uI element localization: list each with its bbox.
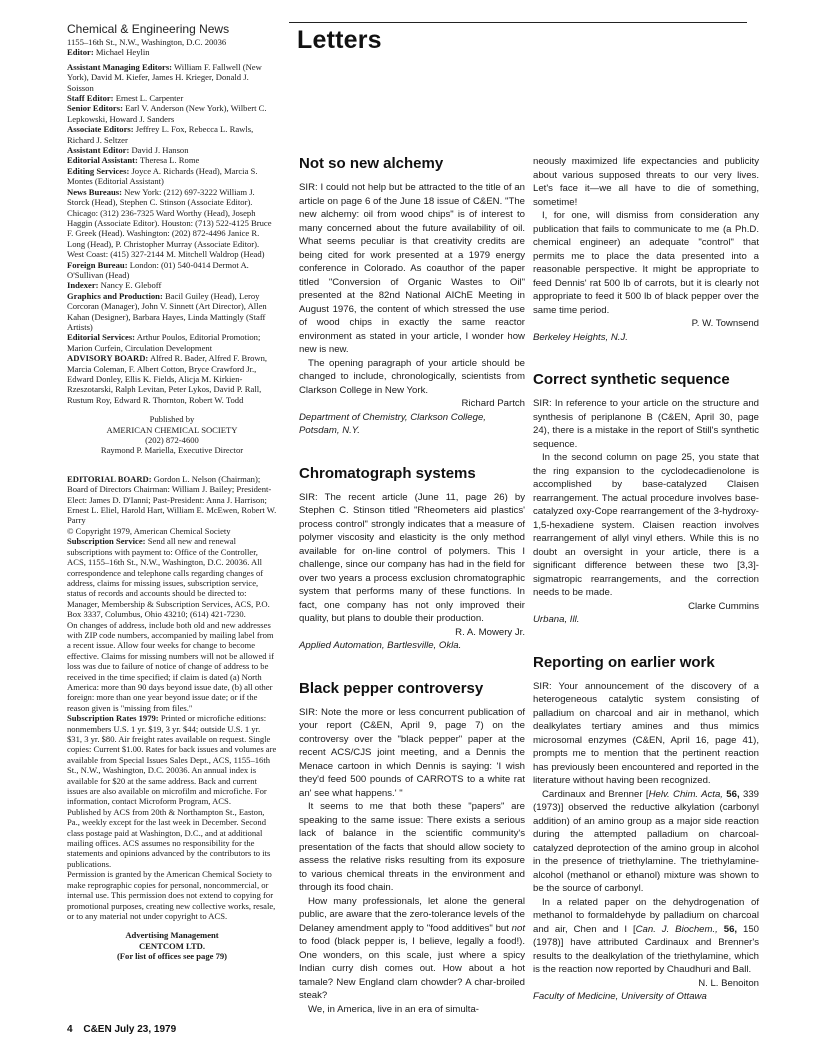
centcom: CENTCOM LTD. xyxy=(138,940,206,951)
staff-entry: Graphics and Production: Bacil Guiley (Head), Leroy Corcoran (Manager), John V. Sinnett (Art Director), Allen Kahan (Designer), Barbara Hayes, Linda Mattingly (Staff Artists) xyxy=(67,290,267,332)
masthead xyxy=(67,22,277,962)
staff-entry: Editing Services: Joyce A. Richards (Head), Marcia S. Montes (Editorial Assistant) xyxy=(67,165,258,187)
letter-signature: R. A. Mowery Jr. xyxy=(455,626,525,638)
letter-paragraph: In the second column on page 25, you state that the ring expansion to the cyclodecadienolone is accomplished by base-catalyzed Claisen rearrangement. The actual procedure involves base-catalyzed oxy-Cope rearrangement of the 3-hydroxy-1,5-hexadiene system. Claisen reaction involves rearrangement of allyl vinyl ethers. While this is no doubt an oversight in your article, there is a significant difference between these two [3,3]-sigmatropic rearrangements, and the correction needs to be made. xyxy=(533,452,759,598)
letter-affiliation: Applied Automation, Bartlesville, Okla. xyxy=(299,640,462,651)
letter-paragraph: SIR: In reference to your article on the structure and synthesis of periplanone B (C&EN, April 30, page 24), there is a mistake in the report of Still's synthetic sequence. xyxy=(533,398,759,450)
letter-affiliation: Urbana, Ill. xyxy=(533,614,580,625)
letter-paragraph: The opening paragraph of your article should be changed to include, chronologically, scientists from Clarkson College in New York. xyxy=(299,357,525,396)
letter-paragraph: SIR: Note the more or less concurrent publication of your report (C&EN, April 9, page 7) on the controversy over the "black pepper" paper at the recent ACS/CJS joint meeting, and a Dennis the Menace cartoon in which Dennis is saying: 'I wish they'd feed 500 pounds of CARROTS to a white rat an' see what happens.' " xyxy=(299,706,525,799)
staff-entry: Editorial Assistant: Theresa L. Rome xyxy=(67,155,200,166)
letter-affiliation: Faculty of Medicine, University of Ottawa xyxy=(533,991,707,1002)
letter-paragraph: Cardinaux and Brenner [Helv. Chim. Acta, 56, 339 (1973)] observed the reductive alkylation (carbonyl addition) of an amino group as a major side reaction during the attempted palladium on charcoal-catalyzed deprotection of the amino group in alcohol in the presence of triethylamine. The triethylamine-alcohol (methanol or ethanol) mixture was shown to be the source of carbonyl. xyxy=(533,788,759,894)
letter-paragraph: It seems to me that both these "papers" are speaking to the same issue: There exists a serious lack of balance in the scientific community's presentation of the facts that should allow society to assess the relative risks resulting from its exposure to various chemical threats in the environment and through its food chain. xyxy=(299,801,525,893)
issue-line: C&EN July 23, 1979 xyxy=(83,1024,177,1035)
letter-paragraph: SIR: Your announcement of the discovery of a heterogeneous catalytic system consisting of palladium on charcoal and air in methanol, which dealkylates tertiary amines and thus mimics microsomal enzymes (C&EN, April 16, page 41), prompts me to mention that the pertinent reaction has previously been encountered and reported in the literature without having been recognized. xyxy=(533,680,759,786)
letter-title: Black pepper controversy xyxy=(299,679,484,697)
publication-address: 1155–16th St., N.W., Washington, D.C. 20036 xyxy=(67,37,227,47)
staff-entry: Foreign Bureau: London: (01) 540-0414 Dermot A. O'Sullivan (Head) xyxy=(67,259,249,280)
letter-paragraph: We, in America, live in an era of simulta- xyxy=(308,1003,479,1015)
permission-notice: Permission is granted by the American Chemical Society to make reprographic copies for personal, noncommercial, or internal use. This permission does not extend to copying for promotional purposes, creating new collective works, resale, or to any material not under copyright to ACS. xyxy=(67,869,276,921)
staff-entry: Indexer: Nancy E. Gleboff xyxy=(67,280,162,291)
letter-title: Correct synthetic sequence xyxy=(533,371,730,388)
subscription-service: Subscription Service: Send all new and renewal subscriptions with payment to: Office of the Controller, ACS, 1155–16th St., N.W., Washington, D.C. 20036. All correspondence and telephone calls regarding changes of address, claims for missing issues, subscription service, status of records and accounts should be directed to: Manager, Membership & Subscription Services, ACS, P.O. Box 3337, Columbus, Ohio 43210; (614) 421-7230. xyxy=(67,536,270,620)
page-footer xyxy=(67,1024,176,1035)
header-rule xyxy=(289,22,747,23)
offices-note: (For list of offices see page 79) xyxy=(116,951,228,962)
letters-column-2 xyxy=(533,155,759,1004)
published-by: Published by xyxy=(149,414,195,425)
executive-director: Raymond P. Mariella, Executive Director xyxy=(100,445,244,456)
letter-signature: P. W. Townsend xyxy=(691,318,759,329)
letter-paragraph: neously maximized life expectancies and publicity about various supposed threats to our very lives. Let's face it—we all have to die of something, sometime! xyxy=(533,156,759,208)
staff-entry: Assistant Editor: David J. Hanson xyxy=(67,145,189,156)
letter-affiliation: Department of Chemistry, Clarkson College, Potsdam, N.Y. xyxy=(299,411,486,436)
letter-paragraph: In a related paper on the dehydrogenation of methanol to formaldehyde by palladium on charcoal and air, Chen and I [Can. J. Biochem., 56, 150 (1978)] have attributed Cardinaux and Brenner's results to the dealkylation of the triethylamine, which is the reaction now reported by Chaudhuri and Ball. xyxy=(533,896,759,975)
staff-entry: Staff Editor: Ernest L. Carpenter xyxy=(67,93,184,104)
letters-column-1 xyxy=(299,155,525,1016)
letter-affiliation: Berkeley Heights, N.J. xyxy=(533,331,628,343)
letter-title: Not so new alchemy xyxy=(299,155,444,172)
letter-signature: Clarke Cummins xyxy=(688,600,759,612)
change-of-address: On changes of address, include both old and new addresses with ZIP code numbers, accompanied by mailing label from a recent issue. Allow four weeks for change to become effective. Claims for missing numbers will not be allowed if loss was due to failure of notice of change of address to be received in the time specified; if claim is dated (a) North America: more than 90 days beyond issue date, (b) all other foreign: more than one year beyond issue date; or if the reason given is "missing from files." xyxy=(67,619,275,713)
letter-paragraph: SIR: I could not help but be attracted to the title of an article on page 6 of the June 18 issue of C&EN. "The new alchemy: oil from wood chips" is of interest to many concerned about the future availability of oil. What seems peculiar is that creativity credits are being cited for work presented at a 1979 energy conference in Colorado. As coauthor of the paper titled "Conversion of Organic Wastes to Oil" presented at the 82nd National AIChE Meeting in August 1976, the content of which stressed the use of wood chips in exactly the same reactor environment as stated in your article, I wonder how new is new. xyxy=(299,182,525,355)
staff-entry: Associate Editors: Jeffrey L. Fox, Rebecca L. Rawls, Richard J. Seltzer xyxy=(67,124,254,145)
copyright: © Copyright 1979, American Chemical Society xyxy=(67,525,231,536)
advisory-board: ADVISORY BOARD: Alfred R. Bader, Alfred F. Brown, Marcia Coleman, F. Albert Cotton, Bryce Crawford Jr., Edward Donley, Ellis K. Fields, Alicja M. Kirkien-Rzeszotarski, Ralph Levitan, Peter Lykos, David P. Rall, Rustum Roy, Edward R. Thornton, Robert W. Todd xyxy=(67,353,268,405)
subscription-rates: Subscription Rates 1979: Printed or microfiche editions: nonmembers U.S. 1 yr. $19, 3 yr. $44; outside U.S. 1 yr. $31, 3 yr. $80. Air freight rates available on request. Single copies: Current $1.00. Rates for back issues and volumes are available from Special Issues Sales Dept., ACS, 1155–16th St., N.W., Washington, D.C. 20036. An annual index is available for $20 at the same address. Back and current issues are also available on microfilm and microfiche. For information, contact Microform Program, ACS. xyxy=(67,713,277,807)
staff-entry: Editorial Services: Arthur Poulos, Editorial Promotion; Marion Curfein, Circulation Development xyxy=(67,332,261,353)
letter-title: Reporting on earlier work xyxy=(533,653,715,671)
society-phone: (202) 872-4600 xyxy=(145,435,199,446)
letter-signature: Richard Partch xyxy=(461,398,525,409)
letter-paragraph: I, for one, will dismiss from consideration any publication that fails to communicate to me (a Ph.D. chemical engineer) an adequate "control" that permits me to place the data presented into a reasonable perspective. It might be appropriate to feed Dennis' rat 500 lb of carrots, but it is clearly not appropriate to feed it 500 lb of black pepper over the same time period. xyxy=(533,210,759,316)
editor-entry: Editor: Michael Heylin xyxy=(67,47,150,58)
staff-entry: Senior Editors: Earl V. Anderson (New York), Wilbert C. Lepkowski, Howard J. Sanders xyxy=(67,103,267,124)
publication-info: Published by ACS from 20th & Northampton St., Easton, Pa., weekly except for the last week in December. Second class postage paid at Washington, D.C., and at additional mailing offices. ACS assumes no responsibility for the statements and opinions advanced by the contributors to its publications. xyxy=(67,806,271,869)
section-title: Letters xyxy=(297,26,382,54)
staff-entry: Assistant Managing Editors: William F. Fallwell (New York), David M. Kiefer, James H. Krieger, Donald J. Soisson xyxy=(67,61,262,93)
letter-title: Chromatograph systems xyxy=(299,464,476,482)
page-number: 4 xyxy=(67,1024,73,1035)
letter-paragraph: How many professionals, let alone the general public, are aware that the zero-tolerance levels of the Delaney amendment apply to "food additives" but not to food (black pepper is, I believe, legally a food!). One wonders, on this scale, just where a spicy Indian curry dish comes out. How about a hot tamale? New England clam chowder? A char-broiled steak? xyxy=(299,895,525,1001)
society-name: AMERICAN CHEMICAL SOCIETY xyxy=(106,424,238,435)
letter-paragraph: SIR: The recent article (June 11, page 26) by Stephen C. Stinson titled "Rheometers aid plastics' process control" strongly indicates that a measure of polymer viscosity and elasticity is the only method available for on-line control of polymers. This I challenge, since our company has had in the field for over two years a process exclusion chromatographic system that performs many of these functions. In fact, one company has not only improved their quality, but plans to double their production. xyxy=(299,491,525,624)
publication-name: Chemical & Engineering News xyxy=(67,22,230,36)
advertising-management: Advertising Management xyxy=(125,930,219,941)
letter-signature: N. L. Benoiton xyxy=(698,977,759,989)
staff-entry: News Bureaus: New York: (212) 697-3222 William J. Storck (Head), Stephen C. Stinson (Associate Editor). Chicago: (312) 236-7325 Ward Worthy (Head), Joseph Haggin (Associate Editor). Houston: (713) 522-4125 Bruce F. Greek (Head). Washington: (202) 872-4496 Janice R. Long (Head), P. Christopher Murray (Associate Editor). West Coast: (415) 327-2144 M. Mitchell Waldrop (Head) xyxy=(67,186,272,260)
editorial-board: EDITORIAL BOARD: Gordon L. Nelson (Chairman); Board of Directors Chairman: William J. Bailey; President-Elect: James D. D'Ianni; Past-President: Anna J. Harrison; Ernest L. Eliel, Harold Hart, William E. McEwen, Robert W. Parry xyxy=(67,473,277,526)
